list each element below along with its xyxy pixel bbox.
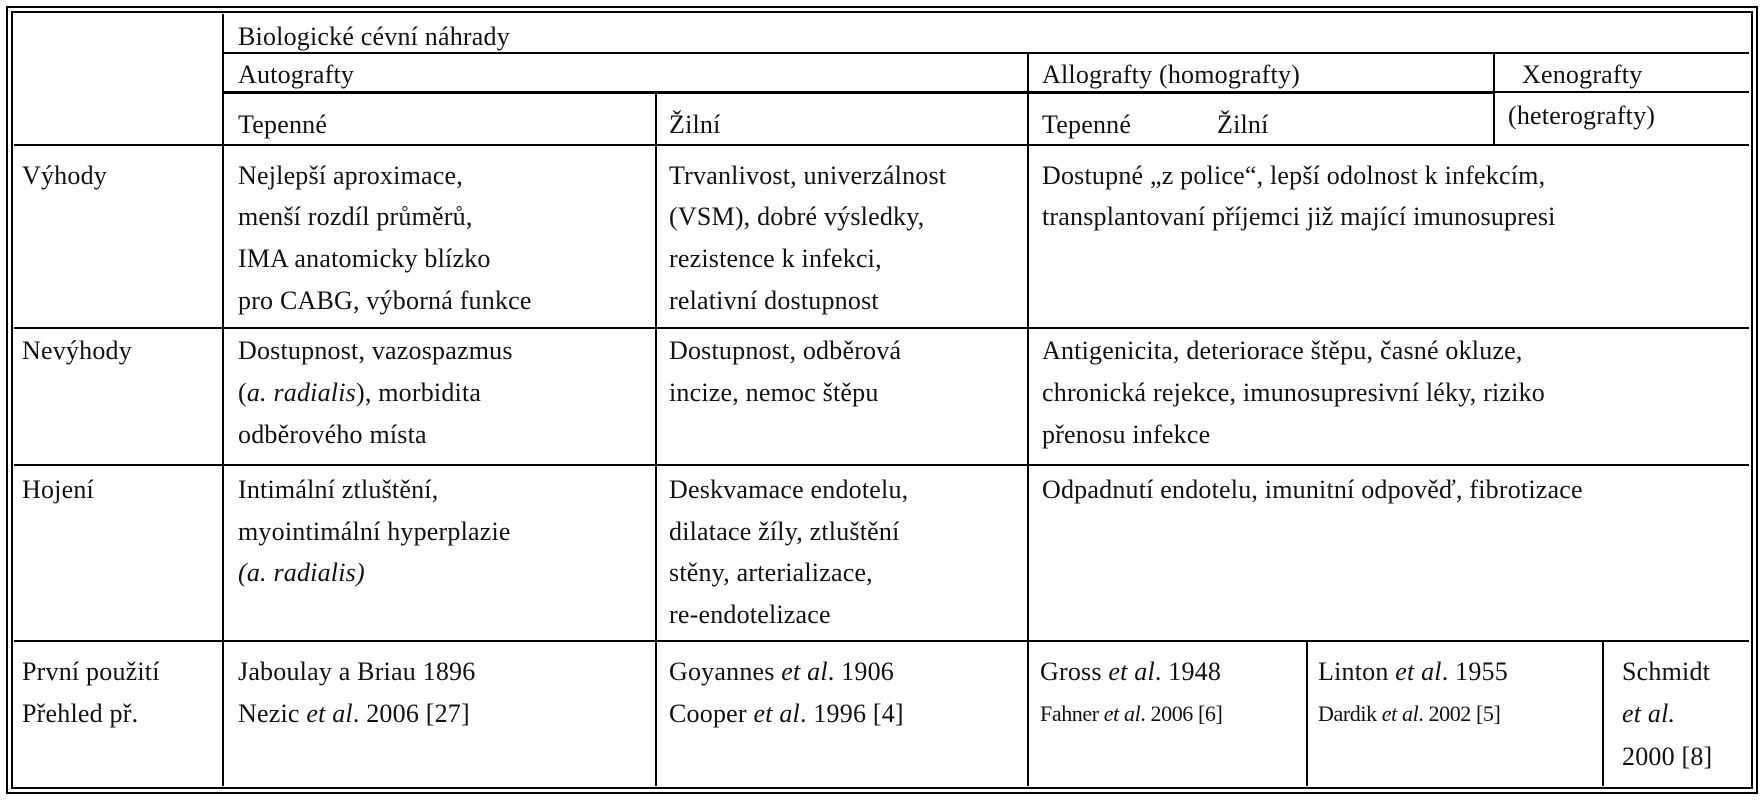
cell-text-italic: et al — [753, 699, 800, 728]
cell-text: Intimální ztluštění, — [238, 475, 439, 504]
cell-text: Nejlepší aproximace, — [238, 161, 463, 190]
cell-text-part: ( — [238, 378, 247, 407]
cell-text-italic: et al — [781, 657, 828, 686]
grid-line — [655, 93, 657, 786]
cell-text-part: . 1906 — [827, 657, 894, 686]
header-zilni: Žilní — [669, 110, 721, 139]
cell-text: IMA anatomicky blízko — [238, 244, 491, 273]
cell-text: přenosu infekce — [1042, 420, 1211, 449]
cell-text-part: Goyannes — [669, 657, 782, 686]
cell-text-part: Dardik — [1318, 701, 1382, 726]
grid-line — [14, 144, 1749, 146]
grid-line — [1493, 53, 1495, 145]
cell-text — [1318, 694, 1500, 733]
cell-text: incize, nemoc štěpu — [669, 378, 879, 407]
cell-text-italic: et al — [1103, 701, 1141, 726]
grid-line — [14, 464, 1749, 466]
cell-text: relativní dostupnost — [669, 286, 879, 315]
header-allografty: Allografty (homografty) — [1042, 60, 1301, 89]
cell-text-part: . 1948 — [1154, 657, 1222, 686]
cell-text: Odpadnutí endotelu, imunitní odpověď, fibrotizace — [1042, 475, 1583, 504]
grid-line — [224, 92, 1493, 94]
header-xenografty: Xenografty — [1522, 60, 1643, 89]
cell-text-italic: et al — [1381, 701, 1419, 726]
cell-text: pro CABG, výborná funkce — [238, 286, 532, 315]
cell-text-italic: et al — [1395, 657, 1442, 686]
grid-line — [1027, 53, 1029, 786]
cell-text: Trvanlivost, univerzálnost — [669, 161, 947, 190]
cell-text — [238, 694, 470, 733]
header-allo-tepenne: Tepenné — [1042, 110, 1132, 139]
cell-text: myointimální hyperplazie — [238, 517, 511, 546]
grid-line — [1602, 641, 1604, 786]
cell-text — [1318, 652, 1508, 691]
header-autografty: Autografty — [238, 60, 355, 89]
header-allo-zilni: Žilní — [1217, 110, 1269, 139]
header-xenografty-sub: (heterografty) — [1508, 101, 1656, 130]
cell-text-part: . 1955 — [1441, 657, 1508, 686]
cell-text: dilatace žíly, ztluštění — [669, 517, 900, 546]
cell-text — [1040, 694, 1222, 733]
cell-text: Dostupné „z police“, lepší odolnost k infekcím, — [1042, 161, 1546, 190]
cell-text-italic: et al. — [1622, 699, 1676, 728]
cell-text-part: Gross — [1040, 657, 1109, 686]
row-label-nevyhody: Nevýhody — [22, 336, 132, 365]
header-main: Biologické cévní náhrady — [238, 22, 510, 51]
cell-text-part: . 2002 [5] — [1418, 701, 1501, 726]
cell-text-part: . 2006 [27] — [352, 699, 470, 728]
grid-line — [14, 327, 1749, 329]
cell-text — [669, 694, 904, 733]
cell-text-part: Nezic — [238, 699, 307, 728]
cell-text-italic: (a. radialis) — [238, 558, 365, 587]
row-label-prvni-2: Přehled př. — [22, 699, 139, 728]
cell-text-part: Fahner — [1040, 701, 1104, 726]
cell-text-part: . 2006 [6] — [1140, 701, 1223, 726]
cell-text: chronická rejekce, imunosupresivní léky, riziko — [1042, 378, 1545, 407]
row-label-prvni-1: První použití — [22, 657, 160, 686]
cell-text: menší rozdíl průměrů, — [238, 202, 473, 231]
header-tepenne: Tepenné — [238, 110, 328, 139]
cell-text-part: . 1996 [4] — [799, 699, 904, 728]
cell-text: Dostupnost, vazospazmus — [238, 336, 513, 365]
cell-text-part: ), morbidita — [355, 378, 482, 407]
cell-text — [238, 373, 481, 412]
cell-text — [669, 652, 894, 691]
cell-text: rezistence k infekci, — [669, 244, 882, 273]
cell-text: Deskvamace endotelu, — [669, 475, 909, 504]
cell-text-part: Linton — [1318, 657, 1396, 686]
row-label-vyhody: Výhody — [22, 161, 107, 190]
cell-text-italic: a. radialis — [246, 378, 356, 407]
cell-text: re-endotelizace — [669, 600, 831, 629]
grid-line — [222, 14, 224, 786]
cell-text: Dostupnost, odběrová — [669, 336, 902, 365]
cell-text — [1040, 652, 1221, 691]
row-label-hojeni: Hojení — [22, 475, 94, 504]
cell-text: odběrového místa — [238, 420, 427, 449]
cell-text: Antigenicita, deteriorace štěpu, časné okluze, — [1042, 336, 1523, 365]
cell-text: transplantovaní příjemci již mající imunosupresi — [1042, 202, 1556, 231]
cell-text: (VSM), dobré výsledky, — [669, 202, 925, 231]
cell-text-italic: et al — [1108, 657, 1155, 686]
cell-text-part: Cooper — [669, 699, 754, 728]
cell-text: 2000 [8] — [1622, 742, 1713, 771]
cell-text: Schmidt — [1622, 657, 1711, 686]
grid-line — [1306, 641, 1308, 786]
cell-text-italic: et al — [306, 699, 353, 728]
grid-line — [14, 640, 1749, 642]
cell-text: Jaboulay a Briau 1896 — [238, 657, 476, 686]
cell-text: stěny, arterializace, — [669, 558, 873, 587]
